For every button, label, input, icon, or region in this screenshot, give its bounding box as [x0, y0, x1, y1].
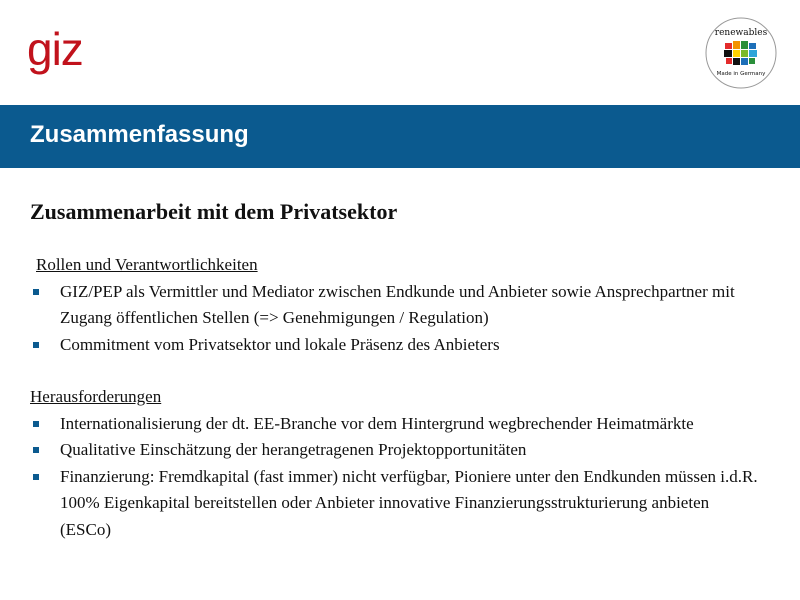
svg-text:renewables: renewables — [714, 28, 768, 38]
section-roles — [0, 252, 800, 358]
giz-logo: giz — [27, 23, 83, 75]
slide-title: Zusammenfassung — [30, 121, 249, 148]
section-heading: Herausforderungen — [30, 387, 162, 406]
section-heading: Rollen und Verantwortlichkeiten — [36, 255, 258, 274]
bullet-item: Commitment vom Privatsektor und lokale Präsenz des Anbieters — [0, 332, 800, 359]
bullet-item: GIZ/PEP als Vermittler und Mediator zwischen Endkunde und Anbieter sowie Ansprechpartner mit Zugang öffentlichen Stellen (=> Genehmigungen / Regulation) — [0, 279, 800, 332]
renewables-badge-logo — [705, 17, 777, 89]
bullet-item: Finanzierung: Fremdkapital (fast immer) nicht verfügbar, Pioniere unter den Endkunden müssen i.d.R. 100% Eigenkapital bereitstellen oder Anbieter innovative Finanzierungsstrukturierung anbieten (ESCo) — [0, 464, 800, 544]
slide-subtitle: Zusammenarbeit mit dem Privatsektor — [30, 199, 398, 224]
bullet-item: Qualitative Einschätzung der herangetragenen Projektopportunitäten — [0, 437, 800, 464]
bullet-item: Internationalisierung der dt. EE-Branche vor dem Hintergrund wegbrechender Heimatmärkte — [0, 411, 800, 438]
section-challenges — [0, 384, 800, 543]
svg-text:Made in Germany: Made in Germany — [716, 71, 766, 77]
title-band — [0, 105, 800, 168]
